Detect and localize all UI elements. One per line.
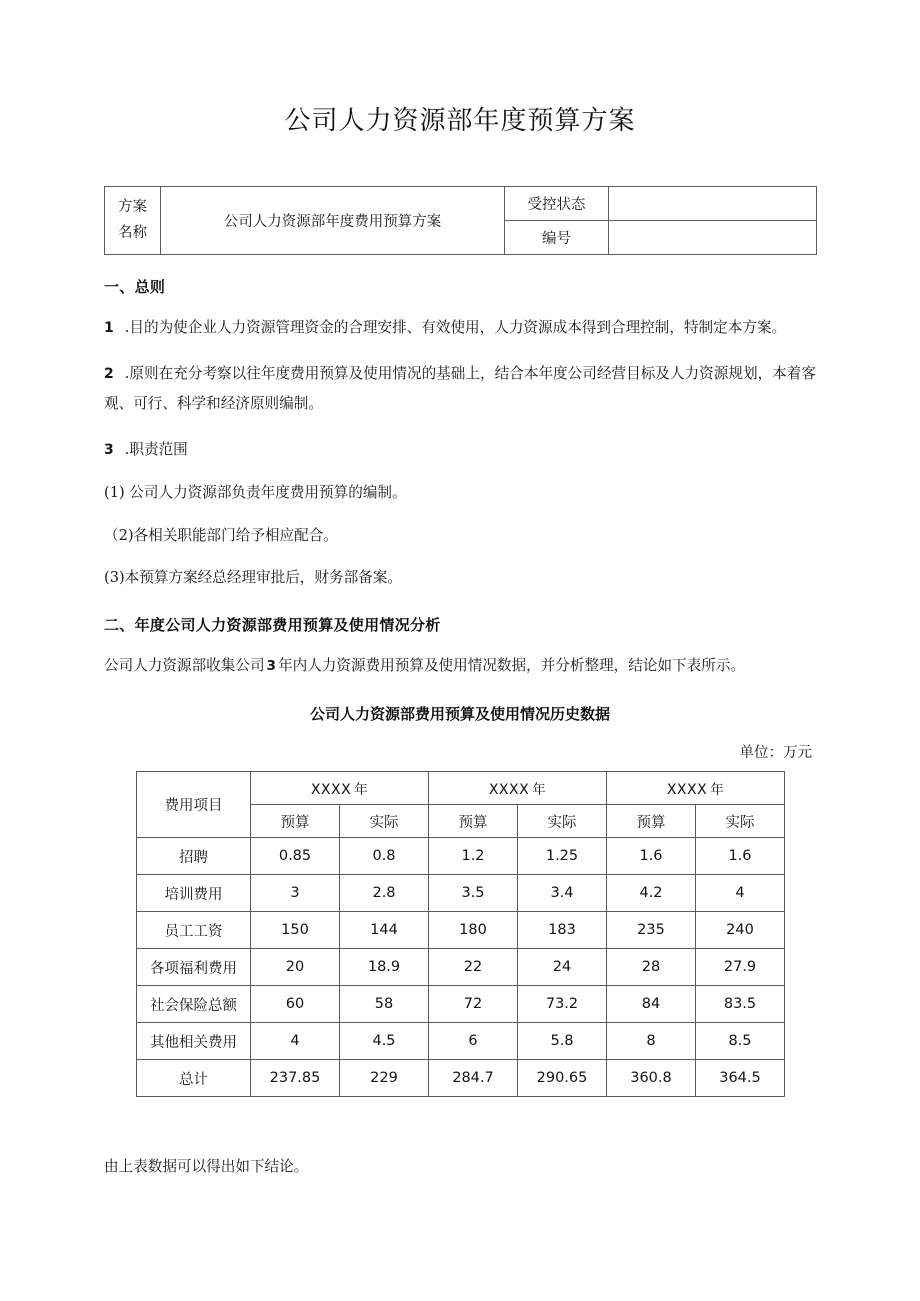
cell-value: 144: [340, 912, 429, 949]
cell-value: 8: [607, 1023, 696, 1060]
item-text-2: .原则在充分考察以往年度费用预算及使用情况的基础上，结合本年度公司经营目标及人力资源规划，本着客观、可行、科学和经济原则编制。: [104, 364, 816, 412]
table-row: [137, 838, 785, 875]
year-2-value: XXXX: [488, 782, 530, 799]
cell-value: 4.5: [340, 1023, 429, 1060]
cell-value: 237.85: [251, 1060, 340, 1097]
section-heading-general: 一、总则: [104, 278, 166, 296]
cell-value: 290.65: [518, 1060, 607, 1097]
table-row: [137, 875, 785, 912]
cell-value: 1.6: [607, 838, 696, 875]
subheader-budget-3: 预算: [607, 805, 696, 838]
controlled-status-label: 受控状态: [505, 187, 609, 221]
cell-value: 60: [251, 986, 340, 1023]
cell-value: 5.8: [518, 1023, 607, 1060]
cell-value: 284.7: [429, 1060, 518, 1097]
table-row-total: [137, 1060, 785, 1097]
cell-value: 360.8: [607, 1060, 696, 1097]
cell-value: 183: [518, 912, 607, 949]
controlled-status-value: [609, 187, 817, 221]
year-2-suffix: 年: [532, 782, 547, 799]
table-header-row-years: [137, 772, 785, 805]
table-row: [137, 912, 785, 949]
row-label: 招聘: [137, 838, 251, 875]
plan-name-label: [105, 187, 161, 255]
general-item-2: [104, 359, 816, 419]
plan-name-label-line2: 名称: [118, 224, 147, 241]
cell-value: 3.4: [518, 875, 607, 912]
table-row: [137, 1023, 785, 1060]
closing-paragraph: 由上表数据可以得出如下结论。: [104, 1158, 309, 1176]
plan-name-label-line1: 方案: [118, 199, 147, 216]
cell-value: 72: [429, 986, 518, 1023]
year-3-value: XXXX: [666, 782, 708, 799]
cell-value: 83.5: [696, 986, 785, 1023]
cell-value: 0.85: [251, 838, 340, 875]
row-label: 员工工资: [137, 912, 251, 949]
row-label: 培训费用: [137, 875, 251, 912]
analysis-intro-number: 3: [266, 658, 277, 675]
general-item-3: [104, 435, 816, 465]
plan-name-value: 公司人力资源部年度费用预算方案: [161, 187, 505, 255]
responsibility-item-1: (1) 公司人力资源部负责年度费用预算的编制。: [104, 483, 407, 501]
row-label: 社会保险总额: [137, 986, 251, 1023]
item-number-2: 2: [104, 365, 114, 382]
cell-value: 6: [429, 1023, 518, 1060]
column-header-year-3: [607, 772, 785, 805]
cell-value: 28: [607, 949, 696, 986]
cell-value: 18.9: [340, 949, 429, 986]
cell-value: 4: [251, 1023, 340, 1060]
section-heading-analysis: 二、年度公司人力资源部费用预算及使用情况分析: [104, 616, 441, 635]
analysis-intro: [104, 651, 816, 681]
data-table-caption: 公司人力资源部费用预算及使用情况历史数据: [309, 705, 610, 724]
cell-value: 24: [518, 949, 607, 986]
item-text-1: .目的为使企业人力资源管理资金的合理安排、有效使用，人力资源成本得到合理控制，特制定本方案。: [124, 319, 787, 336]
data-table-unit: 单位：万元: [739, 745, 812, 762]
cell-value: 150: [251, 912, 340, 949]
cell-value: 229: [340, 1060, 429, 1097]
year-1-suffix: 年: [354, 782, 369, 799]
cell-value: 4.2: [607, 875, 696, 912]
column-header-year-2: [429, 772, 607, 805]
subheader-actual-3: 实际: [696, 805, 785, 838]
year-1-value: XXXX: [310, 782, 352, 799]
subheader-budget-1: 预算: [251, 805, 340, 838]
cell-value: 240: [696, 912, 785, 949]
cell-value: 364.5: [696, 1060, 785, 1097]
cell-value: 73.2: [518, 986, 607, 1023]
table-row: [137, 986, 785, 1023]
subheader-budget-2: 预算: [429, 805, 518, 838]
cell-value: 1.25: [518, 838, 607, 875]
page-title: 公司人力资源部年度预算方案: [284, 106, 636, 136]
cell-value: 84: [607, 986, 696, 1023]
table-row: [105, 187, 817, 221]
cell-value: 0.8: [340, 838, 429, 875]
plan-number-value: [609, 221, 817, 255]
budget-history-table: [136, 771, 785, 1097]
column-header-year-1: [251, 772, 429, 805]
cell-value: 2.8: [340, 875, 429, 912]
analysis-intro-after: 年内人力资源费用预算及使用情况数据，并分析整理，结论如下表所示。: [278, 657, 746, 675]
responsibility-item-3: (3)本预算方案经总经理审批后，财务部备案。: [104, 569, 402, 587]
plan-header-table: [104, 186, 817, 255]
cell-value: 22: [429, 949, 518, 986]
item-text-3: .职责范围: [124, 440, 188, 458]
row-label: 各项福利费用: [137, 949, 251, 986]
responsibility-item-2: （2)各相关职能部门给予相应配合。: [104, 526, 338, 544]
analysis-intro-before: 公司人力资源部收集公司: [104, 657, 265, 675]
general-item-1: [104, 313, 816, 343]
subheader-actual-2: 实际: [518, 805, 607, 838]
item-number-3: 3: [104, 441, 114, 458]
row-label: 总计: [137, 1060, 251, 1097]
cell-value: 235: [607, 912, 696, 949]
cell-value: 3.5: [429, 875, 518, 912]
cell-value: 3: [251, 875, 340, 912]
cell-value: 1.2: [429, 838, 518, 875]
subheader-actual-1: 实际: [340, 805, 429, 838]
cell-value: 20: [251, 949, 340, 986]
cell-value: 8.5: [696, 1023, 785, 1060]
cell-value: 58: [340, 986, 429, 1023]
column-header-item: 费用项目: [137, 772, 251, 838]
year-3-suffix: 年: [710, 782, 725, 799]
plan-number-label: 编号: [505, 221, 609, 255]
cell-value: 27.9: [696, 949, 785, 986]
row-label: 其他相关费用: [137, 1023, 251, 1060]
table-row: [137, 949, 785, 986]
cell-value: 4: [696, 875, 785, 912]
cell-value: 180: [429, 912, 518, 949]
data-table-container: [104, 771, 816, 1097]
cell-value: 1.6: [696, 838, 785, 875]
item-number-1: 1: [104, 320, 114, 336]
